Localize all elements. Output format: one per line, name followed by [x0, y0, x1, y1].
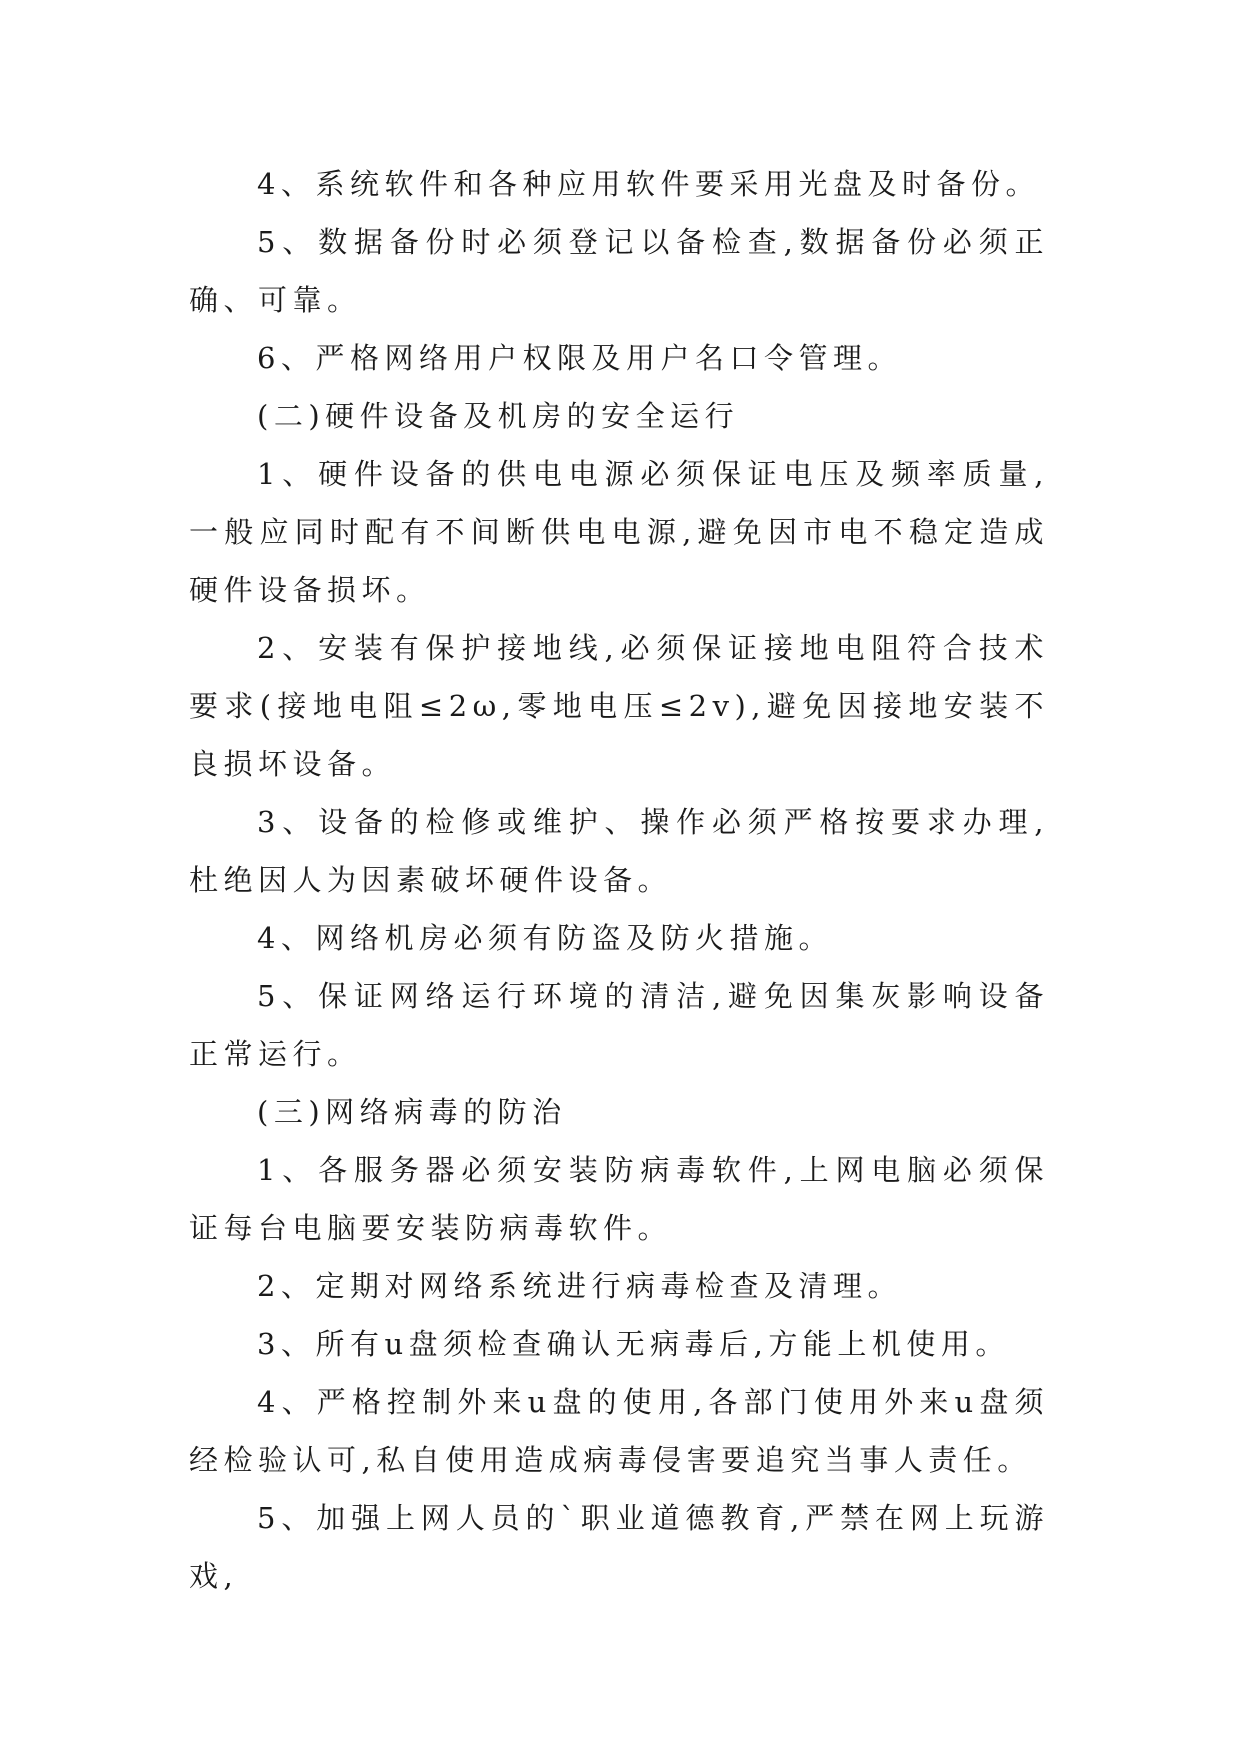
document-body: [189, 155, 1049, 1605]
paragraph: 5、加强上网人员的`职业道德教育,严禁在网上玩游戏,: [189, 1501, 1049, 1593]
paragraph: 4、严格控制外来u盘的使用,各部门使用外来u盘须经检验认可,私自使用造成病毒侵害要追究当事人责任。: [189, 1385, 1049, 1477]
section-heading: (三)网络病毒的防治: [257, 1095, 567, 1129]
paragraph: 6、严格网络用户权限及用户名口令管理。: [257, 341, 902, 375]
paragraph: 5、数据备份时必须登记以备检查,数据备份必须正确、可靠。: [189, 225, 1049, 317]
paragraph: 3、所有u盘须检查确认无病毒后,方能上机使用。: [257, 1327, 1010, 1361]
paragraph: 4、系统软件和各种应用软件要采用光盘及时备份。: [257, 167, 1040, 201]
paragraph: 3、设备的检修或维护、操作必须严格按要求办理,杜绝因人为因素破坏硬件设备。: [189, 805, 1049, 897]
paragraph: 1、各服务器必须安装防病毒软件,上网电脑必须保证每台电脑要安装防病毒软件。: [189, 1153, 1049, 1245]
paragraph: 2、安装有保护接地线,必须保证接地电阻符合技术要求(接地电阻≤2ω,零地电压≤2v),避免因接地安装不良损坏设备。: [189, 631, 1049, 781]
paragraph: 4、网络机房必须有防盗及防火措施。: [257, 921, 833, 955]
paragraph: 1、硬件设备的供电电源必须保证电压及频率质量,一般应同时配有不间断供电电源,避免因市电不稳定造成硬件设备损坏。: [189, 457, 1049, 607]
paragraph: 2、定期对网络系统进行病毒检查及清理。: [257, 1269, 902, 1303]
section-heading: (二)硬件设备及机房的安全运行: [257, 399, 740, 433]
paragraph: 5、保证网络运行环境的清洁,避免因集灰影响设备正常运行。: [189, 979, 1049, 1071]
